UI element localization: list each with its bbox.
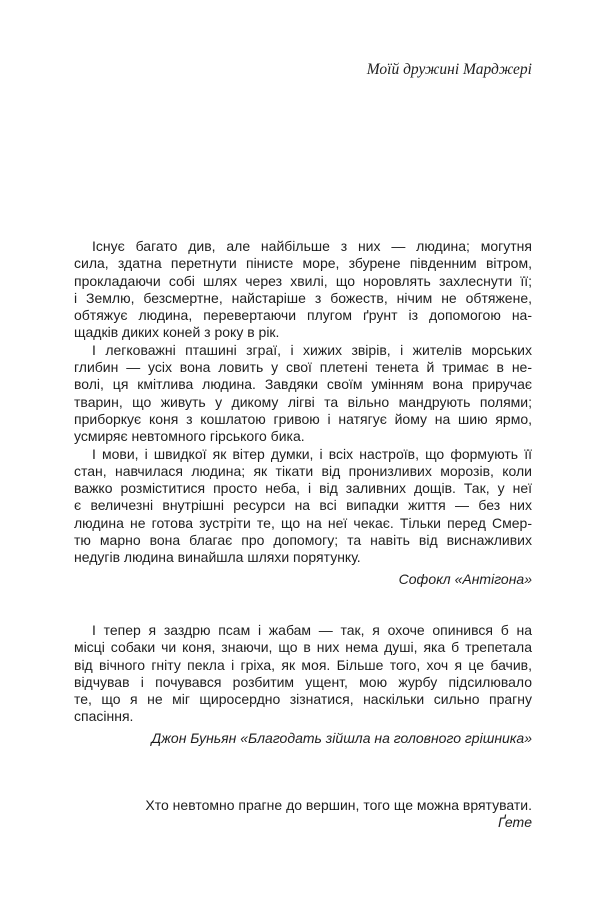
attribution: Джон Буньян «Благодать зійшла на головного грішника» — [151, 729, 532, 746]
text-line: тварин, що живуть у дикому лігві та вільно мандрують полями; — [74, 393, 532, 410]
text-line: недугів людина винайшла шляхи порятунку. — [74, 549, 361, 566]
text-line: є величезні внутрішні ресурси на всі випадки життя — без них — [74, 497, 532, 514]
text-line: щадків диких коней з року в рік. — [74, 324, 280, 341]
epigraph-sophocles — [74, 238, 532, 588]
text-line: сила, здатна перетнути пінисте море, збурене південним вітром, — [74, 255, 532, 272]
attribution: Ґете — [498, 814, 532, 831]
text-line: І тепер я заздрю псам і жабам — так, я охоче опинився б на — [92, 622, 532, 638]
text-line: І легковажні пташині зграї, і хижих звірів, і жителів морських — [92, 341, 532, 358]
text-line: і Землю, безсмертне, найстаріше з божеств, нічим не обтяжене, — [74, 289, 532, 306]
text-line: стан, навчилася людина; як тікати від пронизливих морозів, коли — [74, 462, 532, 479]
text-line: відчував і почувався розбитим ущент, мою журбу підсилювало — [74, 673, 532, 690]
text-line: те, що я не міг щиросердно зізнатися, наскільки сильно прагну — [74, 691, 532, 708]
text-line: тю марно вона благає про допомогу; та навіть від виснажливих — [74, 532, 532, 549]
dedication: Моїй дружині Марджері — [366, 61, 532, 78]
text-line: важко розміститися просто неба, і від заливних дощів. Так, у неї — [74, 480, 532, 497]
epigraph-goethe — [74, 797, 532, 832]
text-line: Існує багато див, але найбільше з них — людина; могутня — [92, 238, 532, 254]
text-line: обтяжує людина, перевертаючи плугом ґрунт із допомогою на- — [74, 307, 532, 324]
text-line: волі, ця кмітлива людина. Завдяки своїм умінням вона приручає — [74, 376, 532, 393]
text-line: людина не готова зустріти те, що на неї чекає. Тільки перед Смер- — [74, 514, 532, 531]
text-line: прокладаючи собі шлях через хвилі, що норовлять захлеснути її; — [74, 272, 532, 289]
text-line: І мови, і швидкої як вітер думки, і всіх настроїв, що формують її — [92, 445, 532, 462]
text-line: Хто невтомно прагне до вершин, того ще можна врятувати. — [145, 797, 532, 813]
attribution: Софокл «Антігона» — [398, 570, 532, 587]
text-line: глибин — усіх вона ловить у свої плетені тенета й тримає в не- — [74, 359, 532, 376]
text-line: приборкує коня з кошлатою гривою і натягує йому на шию ярмо, — [74, 410, 532, 427]
text-line: місці собаки чи коня, знаючи, що в них нема душі, яка б трепетала — [74, 639, 532, 656]
text-line: спасіння. — [74, 708, 134, 725]
epigraph-bunyan — [74, 622, 532, 747]
text-line: від вічного гніту пекла і гріха, як моя. Більше того, хоч я це бачив, — [74, 656, 532, 673]
text-line: усмиряє невтомного гірського бика. — [74, 428, 305, 445]
